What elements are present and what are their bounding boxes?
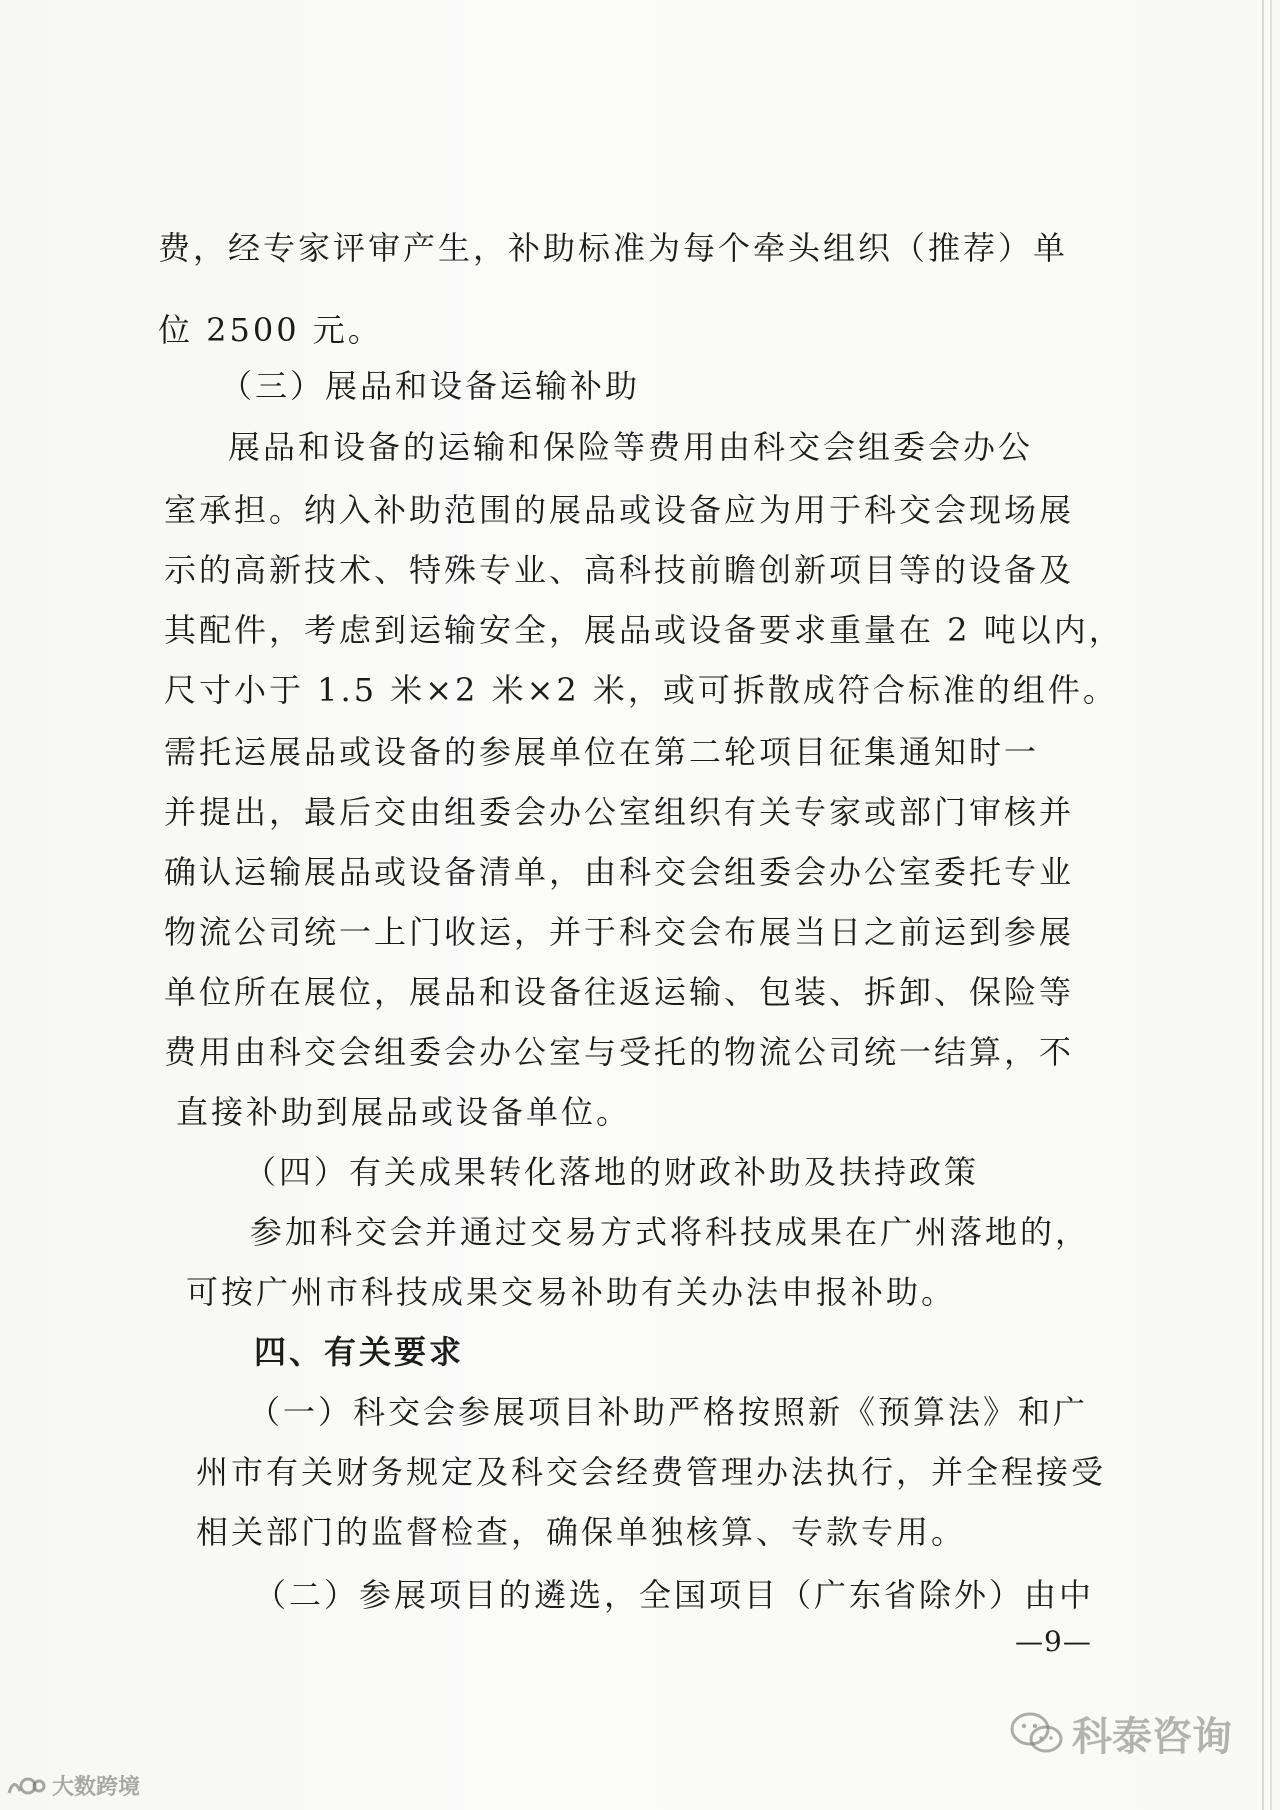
watermark-dashu [6, 1770, 140, 1801]
page-edge-line [1270, 0, 1272, 1810]
body-line: 示的高新技术、特殊专业、高科技前瞻创新项目等的设备及 [164, 551, 1075, 589]
wechat-icon [1010, 1711, 1064, 1757]
section-heading: （四）有关成果转化落地的财政补助及扶持政策 [244, 1153, 980, 1191]
page-edge-line [1262, 0, 1264, 1810]
body-line: 单位所在展位，展品和设备往返运输、包装、拆卸、保险等 [164, 973, 1075, 1011]
body-line: 其配件，考虑到运输安全，展品或设备要求重量在 2 吨以内， [164, 611, 1124, 649]
body-line: 可按广州市科技成果交易补助有关办法申报补助。 [186, 1273, 957, 1311]
body-line: 尺寸小于 1.5 米×2 米×2 米，或可拆散成符合标准的组件。 [164, 671, 1118, 709]
watermark-right-text: 科泰咨询 [1072, 1714, 1232, 1760]
body-line: 展品和设备的运输和保险等费用由科交会组委会办公 [228, 428, 1034, 466]
body-line: 费，经专家评审产生，补助标准为每个牵头组织（推荐）单 [158, 229, 1069, 267]
body-line: 州市有关财务规定及科交会经费管理办法执行，并全程接受 [196, 1453, 1107, 1491]
section-heading: （三）展品和设备运输补助 [220, 367, 641, 405]
body-line: 参加科交会并通过交易方式将科技成果在广州落地的， [250, 1213, 1091, 1251]
body-line: 直接补助到展品或设备单位。 [176, 1093, 632, 1131]
logo-icon [6, 1773, 46, 1799]
watermark-keitai [1010, 1705, 1232, 1762]
body-line: 需托运展品或设备的参展单位在第二轮项目征集通知时一 [164, 733, 1040, 771]
body-line: 位 2500 元。 [158, 311, 383, 349]
watermark-left-text: 大数跨境 [52, 1775, 141, 1800]
body-line: 并提出，最后交由组委会办公室组织有关专家或部门审核并 [164, 793, 1075, 831]
page-number: —9— [1015, 1625, 1092, 1658]
chapter-heading: 四、有关要求 [254, 1333, 465, 1371]
body-line: 室承担。纳入补助范围的展品或设备应为用于科交会现场展 [164, 491, 1075, 529]
section-heading: （一）科交会参展项目补助严格按照新《预算法》和广 [248, 1393, 1089, 1431]
body-line: 相关部门的监督检查，确保单独核算、专款专用。 [196, 1513, 967, 1551]
body-line: 确认运输展品或设备清单，由科交会组委会办公室委托专业 [164, 853, 1075, 891]
body-line: 费用由科交会组委会办公室与受托的物流公司统一结算，不 [164, 1033, 1075, 1071]
section-heading: （二）参展项目的遴选，全国项目（广东省除外）由中 [254, 1576, 1095, 1614]
body-line: 物流公司统一上门收运，并于科交会布展当日之前运到参展 [164, 913, 1075, 951]
